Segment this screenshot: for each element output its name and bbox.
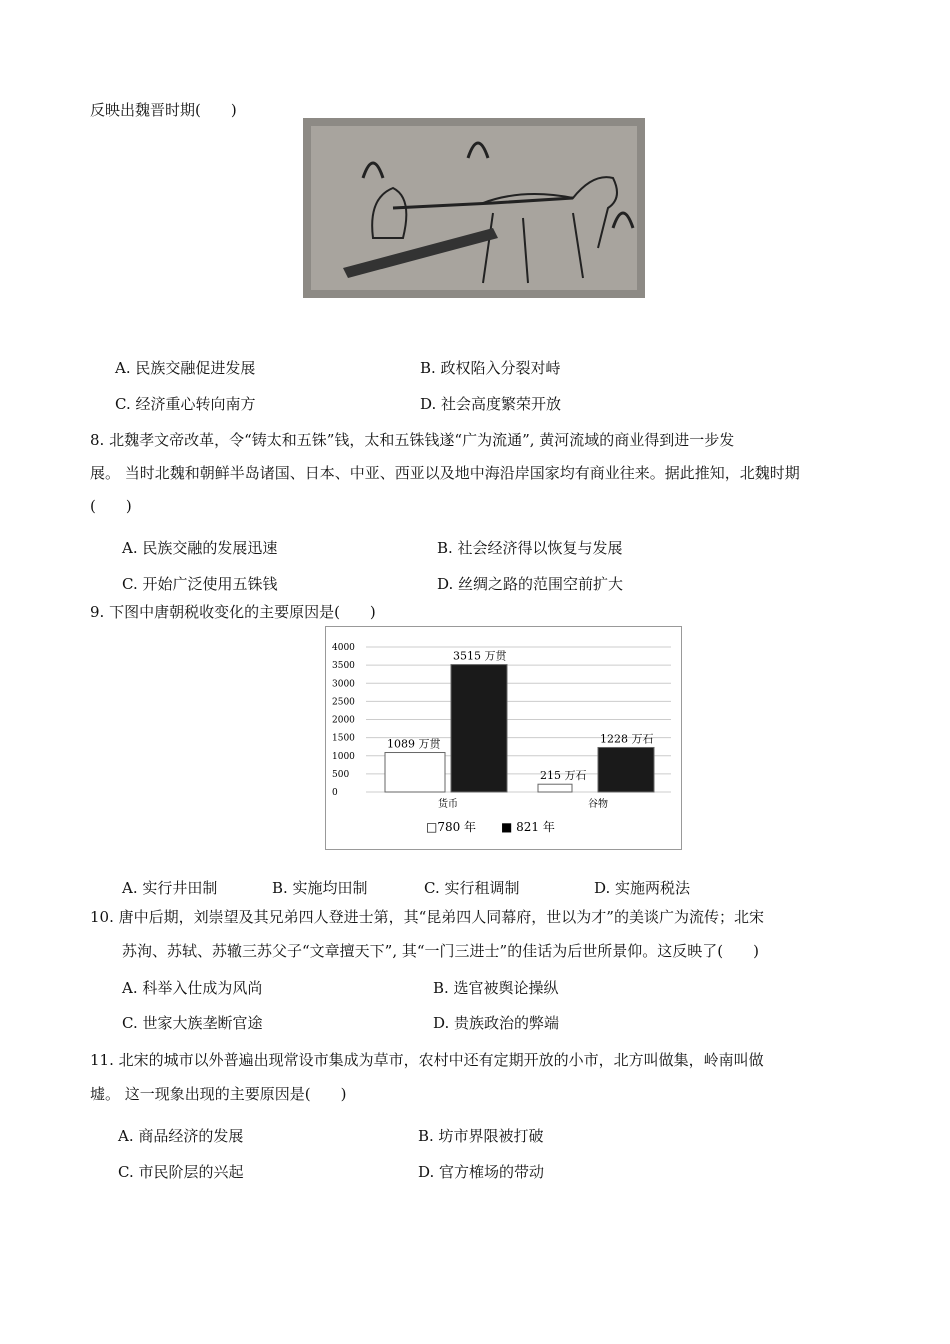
q7-stem: 反映出魏晋时期( ) [90,101,237,119]
q7-option-c[interactable]: C. 经济重心转向南方 [115,395,256,413]
q8-stem-line2: 展。 当时北魏和朝鲜半岛诸国、日本、中亚、西亚以及地中海沿岸国家均有商业往来。据此推知，北魏时期 [90,464,800,482]
q11-option-d[interactable]: D. 官方榷场的带动 [418,1163,545,1181]
ox-plow-drawing [303,118,645,298]
bar-谷物-780年 [538,784,572,792]
q11-stem-line2: 墟。 这一现象出现的主要原因是( ) [90,1085,347,1103]
y-tick-label: 3000 [332,679,355,690]
y-tick-label: 1500 [332,733,355,744]
q8-option-d[interactable]: D. 丝绸之路的范围空前扩大 [437,575,624,593]
y-tick-label: 4000 [332,643,355,653]
bar-谷物-821年 [598,747,654,792]
y-tick-label: 1000 [332,751,355,762]
q8-stem-line1: 8. 北魏孝文帝改革，令“铸太和五铢”钱，太和五铢钱遂“广为流通”, 黄河流域的商业得到进一步发 [90,431,735,449]
q9-option-c[interactable]: C. 实行租调制 [424,879,520,897]
q11-option-a[interactable]: A. 商品经济的发展 [118,1127,244,1145]
category-label-grain: 谷物 [588,799,608,810]
y-tick-label: 0 [332,788,338,798]
q10-option-c[interactable]: C. 世家大族垄断官途 [122,1014,263,1032]
q10-option-b[interactable]: B. 选官被舆论操纵 [433,979,559,997]
y-tick-label: 2000 [332,715,355,726]
q9-option-a[interactable]: A. 实行井田制 [122,879,218,897]
q9-stem: 9. 下图中唐朝税收变化的主要原因是( ) [90,603,376,621]
tang-tax-chart [325,626,682,850]
legend-821: ■ 821 年 [501,820,555,834]
q8-option-a[interactable]: A. 民族交融的发展迅速 [122,539,278,557]
q9-option-d[interactable]: D. 实施两税法 [594,879,691,897]
q7-option-b[interactable]: B. 政权陷入分裂对峙 [420,359,561,377]
q8-option-c[interactable]: C. 开始广泛使用五铢钱 [122,575,278,593]
q11-option-b[interactable]: B. 坊市界限被打破 [418,1127,544,1145]
bar-data-label: 1228 万石 [600,732,654,746]
q11-option-c[interactable]: C. 市民阶层的兴起 [118,1163,244,1181]
mural-ox-plow-image [303,118,645,298]
q9-option-b[interactable]: B. 实施均田制 [272,879,368,897]
y-tick-label: 3500 [332,661,355,672]
bar-data-label: 215 万石 [540,769,587,783]
bar-货币-780年 [385,753,445,792]
bar-data-label: 3515 万贯 [453,649,507,663]
legend-780: □780 年 [426,820,477,834]
bar-data-label: 1089 万贯 [387,737,441,751]
q7-option-a[interactable]: A. 民族交融促进发展 [115,359,256,377]
x-category-label: 货币 [438,799,458,810]
q8-stem-line3: ( ) [90,497,132,515]
y-tick-label: 2500 [332,697,355,708]
q11-stem-line1: 11. 北宋的城市以外普遍出现常设市集成为草市，农村中还有定期开放的小市，北方叫做集，岭南叫做 [90,1051,764,1069]
q10-stem-line1: 10. 唐中后期，刘崇望及其兄弟四人登进士第，其“昆弟四人同幕府，世以为才”的美谈广为流传；北宋 [90,908,764,926]
q7-option-d[interactable]: D. 社会高度繁荣开放 [420,395,562,413]
q10-stem-line2: 苏洵、苏轼、苏辙三苏父子“文章擅天下”, 其“一门三进士”的佳话为后世所景仰。这反映了( ) [122,942,759,960]
bar-货币-821年 [451,665,507,792]
y-tick-label: 500 [332,769,350,780]
q10-option-a[interactable]: A. 科举入仕成为风尚 [122,979,263,997]
q8-option-b[interactable]: B. 社会经济得以恢复与发展 [437,539,623,557]
q10-option-d[interactable]: D. 贵族政治的弊端 [433,1014,560,1032]
